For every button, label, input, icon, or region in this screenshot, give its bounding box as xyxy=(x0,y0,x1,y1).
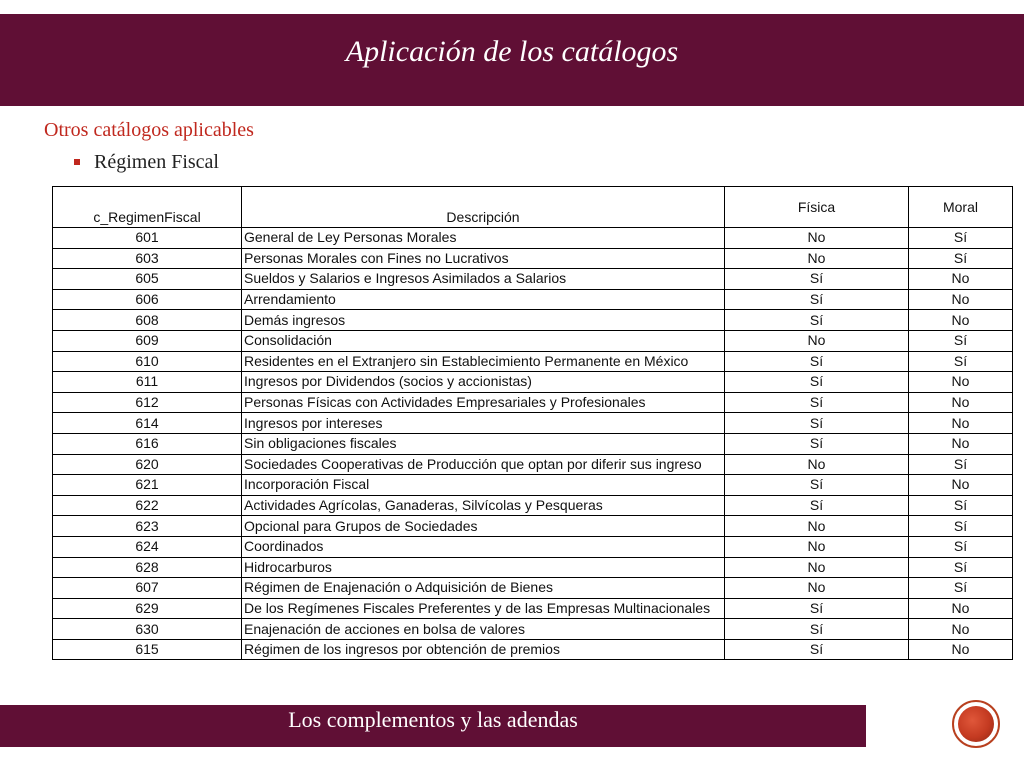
cell-moral: No xyxy=(909,310,1013,331)
cell-moral: Sí xyxy=(909,351,1013,372)
cell-fisica: No xyxy=(725,578,909,599)
cell-description: Incorporación Fiscal xyxy=(242,475,725,496)
regimen-fiscal-table xyxy=(52,186,1013,660)
column-header-moral: Moral xyxy=(909,187,1013,228)
table-row xyxy=(53,557,1013,578)
cell-moral: Sí xyxy=(909,454,1013,475)
cell-code: 614 xyxy=(53,413,242,434)
cell-description: Consolidación xyxy=(242,330,725,351)
cell-moral: Sí xyxy=(909,330,1013,351)
cell-description: Arrendamiento xyxy=(242,289,725,310)
cell-moral: Sí xyxy=(909,516,1013,537)
cell-moral: No xyxy=(909,619,1013,640)
cell-fisica: No xyxy=(725,516,909,537)
table-header-row xyxy=(53,187,1013,228)
cell-description: Ingresos por intereses xyxy=(242,413,725,434)
cell-description: Régimen de los ingresos por obtención de premios xyxy=(242,639,725,660)
cell-code: 601 xyxy=(53,228,242,249)
cell-code: 623 xyxy=(53,516,242,537)
cell-description: Enajenación de acciones en bolsa de valores xyxy=(242,619,725,640)
cell-fisica: No xyxy=(725,228,909,249)
cell-description: Sociedades Cooperativas de Producción que optan por diferir sus ingreso xyxy=(242,454,725,475)
cell-code: 628 xyxy=(53,557,242,578)
cell-fisica: No xyxy=(725,536,909,557)
cell-description: Actividades Agrícolas, Ganaderas, Silvícolas y Pesqueras xyxy=(242,495,725,516)
cell-description: General de Ley Personas Morales xyxy=(242,228,725,249)
cell-fisica: Sí xyxy=(725,392,909,413)
cell-description: Coordinados xyxy=(242,536,725,557)
column-header-description: Descripción xyxy=(242,187,725,228)
cell-fisica: Sí xyxy=(725,619,909,640)
table-row xyxy=(53,578,1013,599)
table-row xyxy=(53,269,1013,290)
cell-moral: Sí xyxy=(909,557,1013,578)
cell-fisica: Sí xyxy=(725,639,909,660)
cell-code: 603 xyxy=(53,248,242,269)
column-header-code: c_RegimenFiscal xyxy=(53,187,242,228)
cell-moral: No xyxy=(909,475,1013,496)
cell-code: 611 xyxy=(53,372,242,393)
cell-moral: No xyxy=(909,372,1013,393)
cell-moral: Sí xyxy=(909,578,1013,599)
cell-moral: No xyxy=(909,269,1013,290)
cell-fisica: Sí xyxy=(725,413,909,434)
cell-code: 607 xyxy=(53,578,242,599)
cell-fisica: Sí xyxy=(725,289,909,310)
section-subtitle: Otros catálogos aplicables xyxy=(44,119,254,141)
cell-fisica: No xyxy=(725,454,909,475)
table-row xyxy=(53,413,1013,434)
table-row xyxy=(53,330,1013,351)
column-header-fisica: Física xyxy=(725,187,909,228)
table-row xyxy=(53,310,1013,331)
cell-description: Personas Morales con Fines no Lucrativos xyxy=(242,248,725,269)
table-row xyxy=(53,372,1013,393)
cell-fisica: Sí xyxy=(725,310,909,331)
cell-description: Régimen de Enajenación o Adquisición de Bienes xyxy=(242,578,725,599)
cell-description: Personas Físicas con Actividades Empresariales y Profesionales xyxy=(242,392,725,413)
cell-moral: No xyxy=(909,598,1013,619)
cell-fisica: Sí xyxy=(725,433,909,454)
table-row xyxy=(53,536,1013,557)
cell-code: 616 xyxy=(53,433,242,454)
cell-code: 612 xyxy=(53,392,242,413)
cell-fisica: Sí xyxy=(725,372,909,393)
cell-code: 622 xyxy=(53,495,242,516)
cell-description: De los Regímenes Fiscales Preferentes y de las Empresas Multinacionales xyxy=(242,598,725,619)
cell-fisica: Sí xyxy=(725,598,909,619)
cell-moral: No xyxy=(909,289,1013,310)
bullet-square-icon xyxy=(74,159,80,165)
cell-moral: Sí xyxy=(909,228,1013,249)
cell-moral: Sí xyxy=(909,248,1013,269)
cell-description: Ingresos por Dividendos (socios y accionistas) xyxy=(242,372,725,393)
footer-band xyxy=(0,705,866,747)
table-row xyxy=(53,248,1013,269)
cell-moral: No xyxy=(909,433,1013,454)
cell-code: 629 xyxy=(53,598,242,619)
table-row xyxy=(53,619,1013,640)
table-row xyxy=(53,516,1013,537)
cell-code: 608 xyxy=(53,310,242,331)
bullet-item xyxy=(74,148,219,176)
table-row xyxy=(53,351,1013,372)
table-row xyxy=(53,639,1013,660)
bullet-text: Régimen Fiscal xyxy=(94,150,219,173)
slide-title: Aplicación de los catálogos xyxy=(345,35,679,68)
cell-code: 609 xyxy=(53,330,242,351)
table-row xyxy=(53,289,1013,310)
cell-moral: No xyxy=(909,413,1013,434)
table-row xyxy=(53,598,1013,619)
table-row xyxy=(53,495,1013,516)
cell-moral: Sí xyxy=(909,495,1013,516)
cell-moral: Sí xyxy=(909,536,1013,557)
cell-fisica: Sí xyxy=(725,269,909,290)
cell-moral: No xyxy=(909,392,1013,413)
table-row xyxy=(53,392,1013,413)
cell-moral: No xyxy=(909,639,1013,660)
cell-code: 620 xyxy=(53,454,242,475)
cell-code: 615 xyxy=(53,639,242,660)
table-row xyxy=(53,228,1013,249)
table-row xyxy=(53,433,1013,454)
cell-code: 630 xyxy=(53,619,242,640)
cell-description: Residentes en el Extranjero sin Establecimiento Permanente en México xyxy=(242,351,725,372)
red-circle-icon-inner xyxy=(958,706,994,742)
cell-code: 621 xyxy=(53,475,242,496)
cell-fisica: No xyxy=(725,557,909,578)
table-body xyxy=(53,228,1013,660)
cell-code: 606 xyxy=(53,289,242,310)
cell-fisica: No xyxy=(725,248,909,269)
cell-fisica: Sí xyxy=(725,351,909,372)
red-circle-icon xyxy=(952,700,1000,748)
cell-description: Sueldos y Salarios e Ingresos Asimilados a Salarios xyxy=(242,269,725,290)
cell-code: 605 xyxy=(53,269,242,290)
cell-fisica: No xyxy=(725,330,909,351)
cell-description: Opcional para Grupos de Sociedades xyxy=(242,516,725,537)
cell-description: Sin obligaciones fiscales xyxy=(242,433,725,454)
cell-code: 610 xyxy=(53,351,242,372)
table-row xyxy=(53,454,1013,475)
cell-fisica: Sí xyxy=(725,495,909,516)
cell-description: Hidrocarburos xyxy=(242,557,725,578)
cell-fisica: Sí xyxy=(725,475,909,496)
footer-text: Los complementos y las adendas xyxy=(288,707,578,732)
cell-code: 624 xyxy=(53,536,242,557)
table-row xyxy=(53,475,1013,496)
cell-description: Demás ingresos xyxy=(242,310,725,331)
